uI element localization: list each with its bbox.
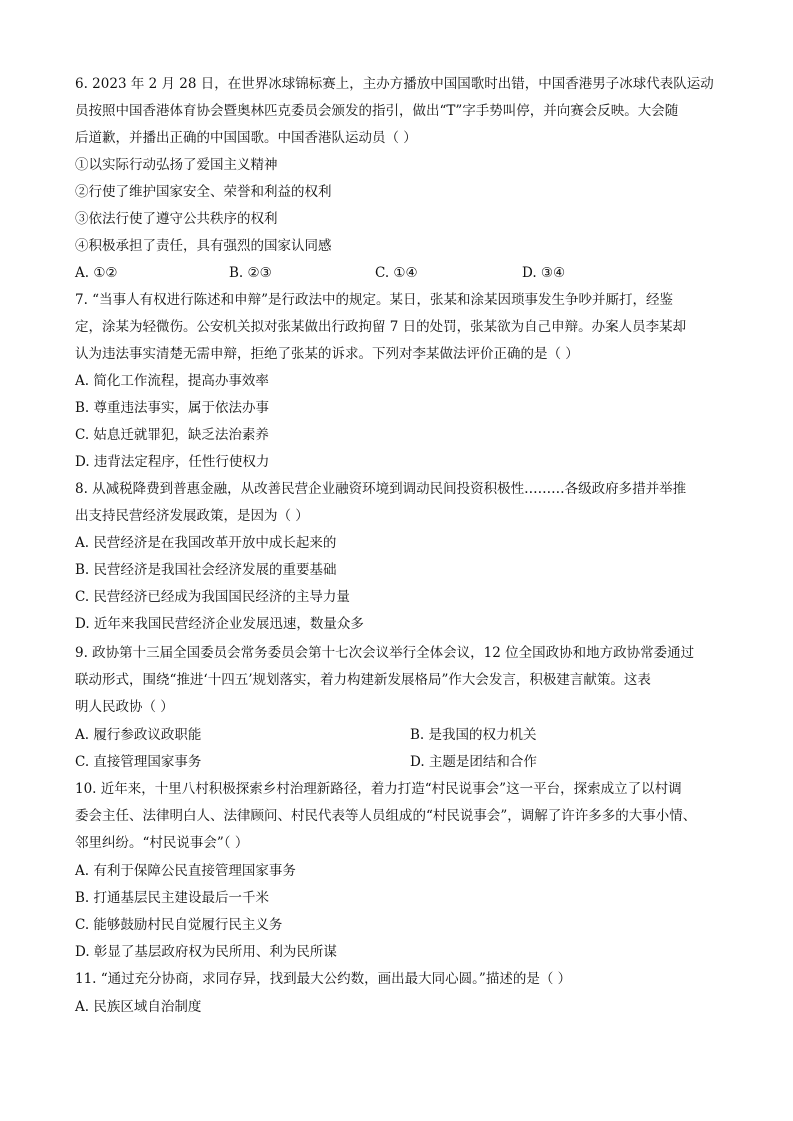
- q10-option-b: B. 打通基层民主建设最后一千米: [75, 890, 270, 906]
- q8-option-d: D. 近年来我国民营经济企业发展迅速，数量众多: [75, 616, 364, 632]
- q10-stem-line-1: 10. 近年来，十里八村积极探索乡村治理新路径，着力打造“村民说事会”这一平台，探索成立了以村调: [75, 781, 682, 797]
- q6-statement-3: ③依法行使了遵守公共秩序的权利: [75, 211, 278, 227]
- q7-stem-line-2: 定，涂某为轻微伤。公安机关拟对张某做出行政拘留 7 日的处罚，张某欲为自己申辩。办案人员李某却: [75, 319, 687, 335]
- q6-option-c: C. ①④: [375, 265, 418, 281]
- q10-option-a: A. 有利于保障公民直接管理国家事务: [75, 863, 296, 879]
- q10-option-c: C. 能够鼓励村民自觉履行民主义务: [75, 917, 283, 933]
- q9-option-a: A. 履行参政议政职能: [75, 727, 202, 743]
- q7-stem-line-1: 7. “当事人有权进行陈述和申辩”是行政法中的规定。某日，张某和涂某因琐事发生争吵并厮打，经鉴: [75, 292, 673, 308]
- q6-stem-line-2: 员按照中国香港体育协会暨奥林匹克委员会颁发的指引，做出“T”字手势叫停，并向赛会反映。大会随: [75, 103, 679, 119]
- q6-statement-2: ②行使了维护国家安全、荣誉和利益的权利: [75, 184, 332, 200]
- q9-stem-line-3: 明人民政协（ ）: [75, 699, 174, 715]
- q10-option-d: D. 彰显了基层政府权为民所用、利为民所谋: [75, 944, 337, 960]
- q6-statement-1: ①以实际行动弘扬了爱国主义精神: [75, 157, 278, 173]
- q6-option-b: B. ②③: [229, 265, 272, 281]
- q7-option-d: D. 违背法定程序，任性行使权力: [75, 454, 270, 470]
- q6-stem-line-1: 6. 2023 年 2 月 28 日，在世界冰球锦标赛上，主办方播放中国国歌时出错，中国香港男子冰球代表队运动: [75, 76, 714, 92]
- q8-stem-line-1: 8. 从减税降费到普惠金融，从改善民营企业融资环境到调动民间投资积极性………各级政府多措并举推: [75, 481, 687, 497]
- q9-option-b: B. 是我国的权力机关: [410, 727, 537, 743]
- q6-option-d: D. ③④: [522, 265, 566, 281]
- q7-option-b: B. 尊重违法事实，属于依法办事: [75, 400, 270, 416]
- q10-stem-line-2: 委会主任、法律明白人、法律顾问、村民代表等人员组成的“村民说事会”，调解了许许多多的大事小情、: [75, 808, 697, 824]
- q8-option-b: B. 民营经济是我国社会经济发展的重要基础: [75, 562, 337, 578]
- q9-option-c: C. 直接管理国家事务: [75, 754, 202, 770]
- q6-option-a: A. ①②: [75, 265, 118, 281]
- q8-option-a: A. 民营经济是在我国改革开放中成长起来的: [75, 535, 337, 551]
- q9-stem-line-1: 9. 政协第十三届全国委员会常务委员会第十七次会议举行全体会议，12 位全国政协和地方政协常委通过: [75, 645, 695, 661]
- q6-statement-4: ④积极承担了责任，具有强烈的国家认同感: [75, 238, 332, 254]
- q7-option-a: A. 简化工作流程，提高办事效率: [75, 373, 269, 389]
- q8-stem-line-2: 出支持民营经济发展政策，是因为（ ）: [75, 508, 309, 524]
- q9-option-d: D. 主题是团结和合作: [410, 754, 537, 770]
- q8-option-c: C. 民营经济已经成为我国国民经济的主导力量: [75, 589, 350, 605]
- q7-option-c: C. 姑息迁就罪犯，缺乏法治素养: [75, 427, 269, 443]
- q11-option-a: A. 民族区域自治制度: [75, 999, 202, 1015]
- q10-stem-line-3: 邻里纠纷。“村民说事会”（ ）: [75, 835, 249, 851]
- q7-stem-line-3: 认为违法事实清楚无需申辩，拒绝了张某的诉求。下列对李某做法评价正确的是（ ）: [75, 346, 579, 362]
- q9-stem-line-2: 联动形式，围绕“推进‘十四五’规划落实，着力构建新发展格局”作大会发言，积极建言献策。这表: [75, 672, 651, 688]
- q6-stem-line-3: 后道歉，并播出正确的中国国歌。中国香港队运动员（ ）: [75, 130, 417, 146]
- q11-stem-line-1: 11. “通过充分协商，求同存异，找到最大公约数，画出最大同心圆。”描述的是（ ）: [75, 971, 572, 987]
